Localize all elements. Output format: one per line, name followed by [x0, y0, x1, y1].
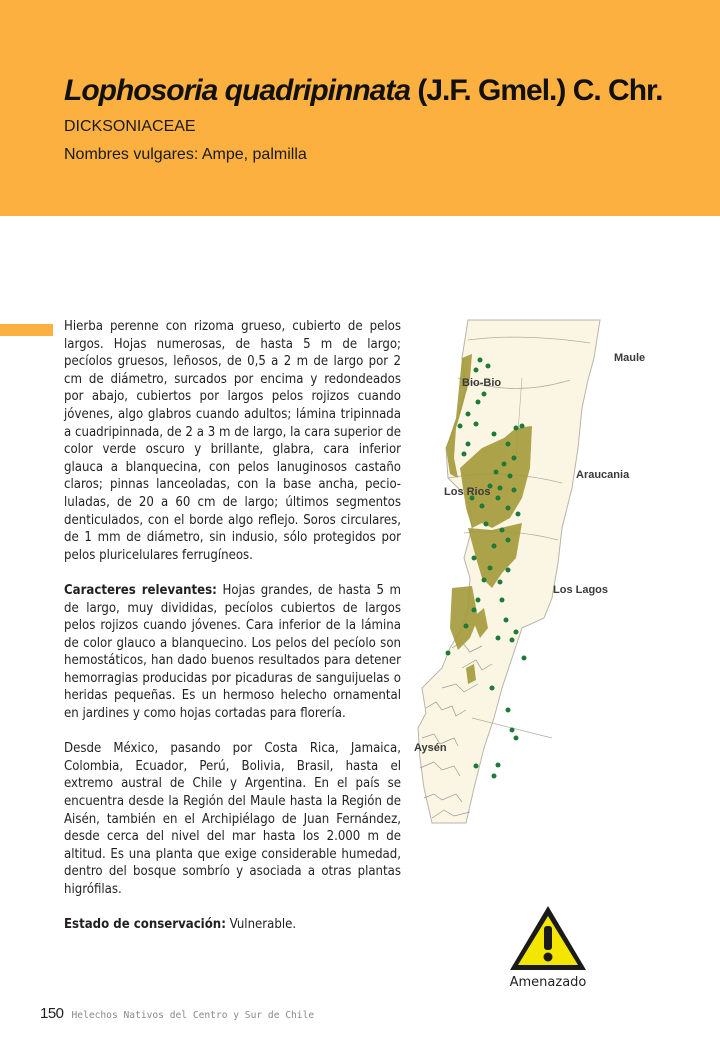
section-accent-bar: [0, 324, 53, 336]
book-title: Helechos Nativos del Centro y Sur de Chile: [71, 1010, 315, 1021]
species-title: [64, 74, 662, 108]
threat-status-badge: [508, 904, 588, 972]
threat-status-label: Amenazado: [509, 975, 587, 990]
relevant-characters-text: Hojas grandes, de hasta 5 m de largo, muy divididas, pecíolos cubiertos de largos pelos rojizos cuando jóvenes. Cara inferior de la lámina de color glauco a blanquecino. Los pelos del pecíolo son hemostáticos, han dado buenos resultados para detener hemorragias producidas por picaduras de sanguijuelas o heridas pequeñas. Es un hermoso helecho ornamental en jardines y como hojas cortadas para florería.: [64, 582, 401, 722]
relevant-characters-label: Caracteres relevantes:: [64, 582, 217, 598]
species-author: (J.F. Gmel.) C. Chr.: [410, 74, 663, 107]
description-paragraph: Hierba perenne con rizoma grueso, cubierto de pelos largos. Hojas numerosas, de hasta 5 m de largo; pecíolos gruesos, leñosos, de 0,5 a 2 m de largo por 2 cm de diámetro, surcados por encima y redondeados por abajo, cubiertos por largos pelos rojizos cuando jóvenes, algo glabros cuando adultos; lámina tripinnada a cuadripinnada, de 2 a 3 m de largo, la cara superior de color verde oscuro y brillante, glabra, cara inferior glauca a blanquecina, con pelos lanuginosos castaño claros; pinnas lanceoladas, con la base ancha, pecioluladas, de 20 a 60 cm de largo; últimos segmentos denticulados, con el borde algo reflejo. Soros circulares, de 1 mm de diámetro, sin indusio, sólo protegidos por pelos pluricelulares ferrugíneos.: [64, 319, 401, 563]
page-number: 150: [40, 1005, 64, 1022]
conservation-label: Estado de conservación:: [64, 917, 226, 933]
description-text: [64, 318, 401, 951]
distribution-map: [412, 318, 646, 826]
warning-triangle-icon: [508, 904, 588, 972]
conservation-value: Vulnerable.: [225, 917, 297, 933]
page-footer: [40, 1003, 314, 1022]
species-name: Lophosoria quadripinnata: [64, 74, 411, 107]
map-label-araucania: Araucania: [576, 469, 630, 481]
family-name: DICKSONIACEAE: [64, 118, 196, 135]
map-label-los-rios: Los Rios: [444, 486, 491, 498]
map-label-bio-bio: Bio-Bio: [462, 377, 502, 389]
relevant-characters-paragraph: [64, 582, 401, 723]
map-label-maule: Maule: [614, 352, 646, 364]
distribution-paragraph: Desde México, pasando por Costa Rica, Jamaica, Colombia, Ecuador, Perú, Bolivia, Brasil, hasta el extremo austral de Chile y Argentina. En el país se encuentra desde la Región del Maule hasta la Región de Aisén, también en el Archipiélago de Juan Fernández, desde cerca del nivel del mar hasta los 2.000 m de altitud. Es una planta que exige considerable humedad, dentro del bosque sombrío y asociada a otras plantas higrófilas.: [64, 741, 401, 897]
conservation-paragraph: [64, 916, 401, 934]
common-names: Nombres vulgares: Ampe, palmilla: [64, 146, 307, 163]
header-band: [0, 0, 720, 216]
map-label-aysen: Aysén: [414, 742, 447, 754]
map-label-los-lagos: Los Lagos: [553, 584, 609, 596]
